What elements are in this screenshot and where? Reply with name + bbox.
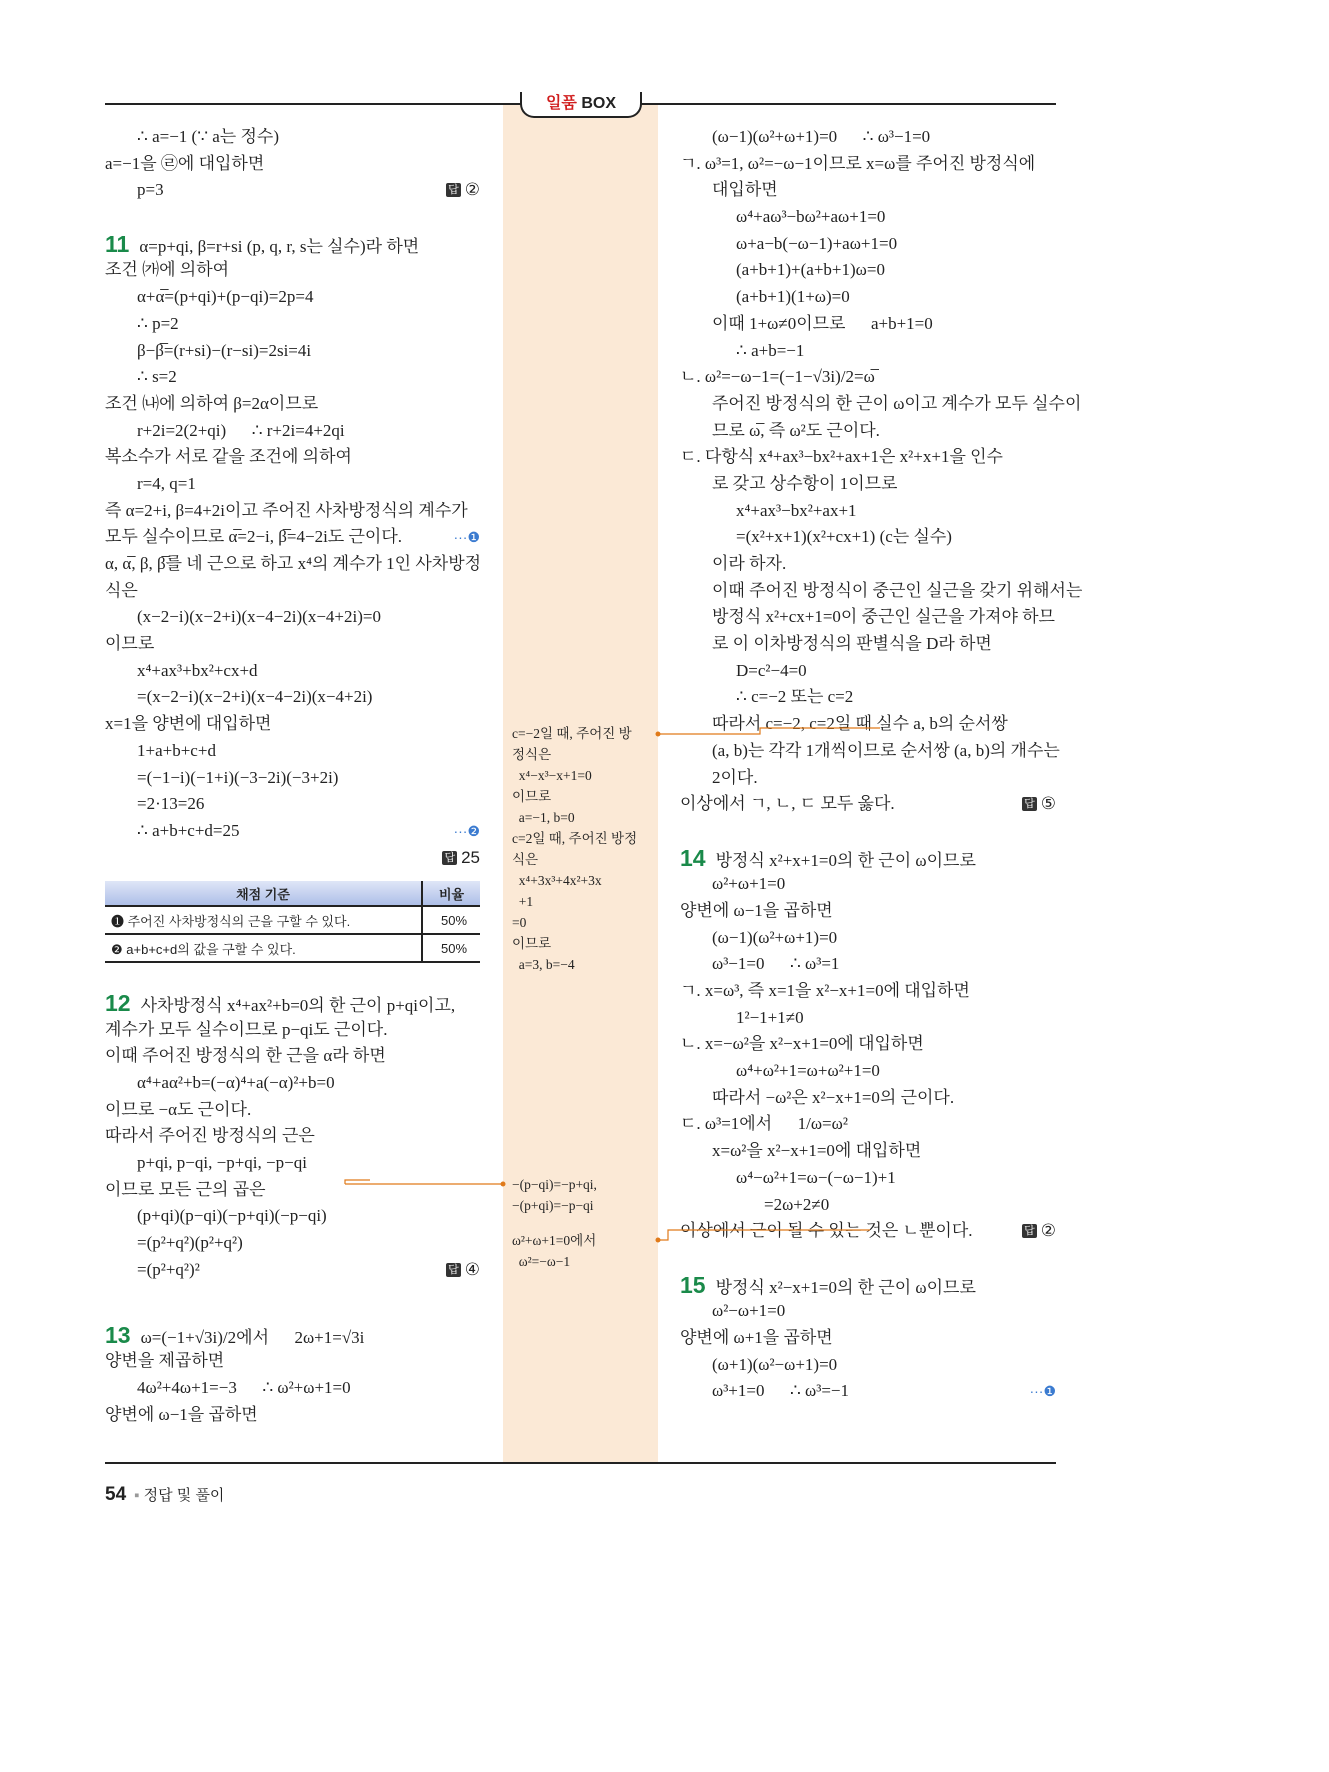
line-text: 이므로 −α도 근이다. <box>105 1099 252 1119</box>
note-line: c=2일 때, 주어진 방정 <box>512 831 638 846</box>
problem-number: 14 <box>680 844 706 871</box>
table-cell: ❷ a+b+c+d의 값을 구할 수 있다. <box>105 934 422 962</box>
note-line: x⁴−x³−x+1=0 <box>512 768 592 783</box>
line-text: 이때 주어진 방정식이 중근인 실근을 갖기 위해서는 <box>712 580 1083 600</box>
line-text: ㄱ. x=ω³, 즉 x=1을 x²−x+1=0에 대입하면 <box>680 981 970 1000</box>
line-text: (a+b+1)+(a+b+1)ω=0 <box>736 260 885 280</box>
line-text: 양변에 ω−1을 곱하면 <box>105 1404 258 1424</box>
line-text: 1²−1+1≠0 <box>736 1007 804 1027</box>
line-text: 방정식 x²+cx+1=0이 중근인 실근을 가져야 하므 <box>712 607 1055 627</box>
line-text: ∴ s=2 <box>137 367 177 387</box>
line-text: ∴ a=−1 (∵ a는 정수) <box>137 127 279 146</box>
line-text: 이므로 모든 근의 곱은 <box>105 1179 266 1199</box>
line-text: (ω+1)(ω²−ω+1)=0 <box>712 1354 838 1374</box>
note-line: a=3, b=−4 <box>512 957 575 972</box>
line-text: 로 이 이차방정식의 판별식을 D라 하면 <box>712 634 992 654</box>
line-text: (p+qi)(p−qi)(−p+qi)(−p−qi) <box>137 1206 327 1226</box>
note-line: −(p+qi)=−p−qi <box>512 1198 594 1213</box>
line-text: 식은 <box>105 580 138 600</box>
step-marker: ···❷ <box>453 822 480 839</box>
line-text: α+α̅=(p+qi)+(p−qi)=2p=4 <box>137 287 314 307</box>
line-text: 이상에서 ㄱ, ㄴ, ㄷ 모두 옳다. <box>680 794 895 814</box>
line-text: 이상에서 근이 될 수 있는 것은 ㄴ뿐이다. <box>680 1221 973 1241</box>
table-cell: ❶ 주어진 사차방정식의 근을 구할 수 있다. <box>105 906 422 934</box>
answer-value: ⑤ <box>1040 794 1056 814</box>
line-text: 조건 ㈏에 의하여 β=2α이므로 <box>105 393 319 413</box>
line-text: ω+a−b(−ω−1)+aω+1=0 <box>736 233 898 253</box>
note-line: 식은 <box>512 852 539 867</box>
note-line: =0 <box>512 915 527 930</box>
step-marker: ···❶ <box>453 529 480 546</box>
note-line: a=−1, b=0 <box>512 810 575 825</box>
line-text: 이라 하자. <box>712 554 787 573</box>
line-text: =(x−2−i)(x−2+i)(x−4−2i)(x−4+2i) <box>137 687 373 707</box>
answer-icon: 답 <box>448 184 459 197</box>
note-line: c=−2일 때, 주어진 방 <box>512 726 632 741</box>
line-text: (ω−1)(ω²+ω+1)=0 <box>712 927 838 947</box>
line-text: 사차방정식 x⁴+ax²+b=0의 한 근이 p+qi이고, <box>140 995 456 1015</box>
problem-number: 12 <box>105 989 131 1016</box>
line-text: 모두 실수이므로 α̅=2−i, β̅=4−2i도 근이다. <box>105 527 402 547</box>
line-text: (a+b+1)(1+ω)=0 <box>736 287 850 307</box>
step-marker: ···❶ <box>1029 1383 1056 1400</box>
tab-label: BOX <box>581 95 617 112</box>
line-text: ㄱ. ω³=1, ω²=−ω−1이므로 x=ω를 주어진 방정식에 <box>680 153 1036 173</box>
line-text: 2이다. <box>712 767 758 787</box>
line-text: 양변에 ω+1을 곱하면 <box>680 1327 833 1347</box>
line-text: x⁴+ax³−bx²+ax+1 <box>736 500 857 520</box>
note-line: 이므로 <box>512 789 552 804</box>
page-footer: 54 ▪ 정답 및 풀이 <box>105 1484 225 1505</box>
line-text: =(x²+x+1)(x²+cx+1) (c는 실수) <box>736 527 952 547</box>
line-text: ω⁴+aω³−bω²+aω+1=0 <box>736 207 886 227</box>
line-text: α, α̅, β, β̅를 네 근으로 하고 x⁴의 계수가 1인 사차방정 <box>105 554 482 573</box>
line-text: ω⁴−ω²+1=ω−(−ω−1)+1 <box>736 1167 896 1187</box>
line-text: ㄴ. x=−ω²을 x²−x+1=0에 대입하면 <box>680 1034 924 1054</box>
line-text: p=3 <box>137 180 164 200</box>
line-text: (a, b)는 각각 1개씩이므로 순서쌍 (a, b)의 개수는 <box>712 740 1060 760</box>
line-text: ω³−1=0 ∴ ω³=1 <box>712 954 840 974</box>
line-text: 계수가 모두 실수이므로 p−qi도 근이다. <box>105 1019 388 1039</box>
line-text: D=c²−4=0 <box>736 660 807 680</box>
tab-label-red: 일품 <box>545 95 577 112</box>
note-line: 정식은 <box>512 747 552 762</box>
line-text: 방정식 x²−x+1=0의 한 근이 ω이므로 <box>715 1277 976 1297</box>
line-text: ∴ c=−2 또는 c=2 <box>736 687 854 707</box>
answer-value: ④ <box>464 1259 480 1279</box>
page-number: 54 <box>105 1484 127 1505</box>
problem-number: 13 <box>105 1321 131 1348</box>
line-text: (x−2−i)(x−2+i)(x−4−2i)(x−4+2i)=0 <box>137 607 381 627</box>
answer-value: 25 <box>461 847 480 867</box>
note-line: ω²=−ω−1 <box>512 1254 571 1269</box>
line-text: =2·13=26 <box>137 794 205 814</box>
line-text: 따라서 c=−2, c=2일 때 실수 a, b의 순서쌍 <box>712 714 1008 734</box>
line-text: 이때 1+ω≠0이므로 a+b+1=0 <box>712 313 933 333</box>
line-text: 이때 주어진 방정식의 한 근을 α라 하면 <box>105 1046 386 1066</box>
line-text: 4ω²+4ω+1=−3 ∴ ω²+ω+1=0 <box>137 1377 351 1397</box>
line-text: r+2i=2(2+qi) ∴ r+2i=4+2qi <box>137 420 345 440</box>
line-text: =(−1−i)(−1+i)(−3−2i)(−3+2i) <box>137 767 339 787</box>
line-text: 조건 ㈎에 의하여 <box>105 260 230 280</box>
line-text: ω=(−1+√3i)/2에서 2ω+1=√3i <box>140 1327 365 1347</box>
note-line: x⁴+3x³+4x²+3x <box>512 873 602 888</box>
note-line: ω²+ω+1=0에서 <box>512 1233 597 1248</box>
table-header: 비율 <box>422 881 480 906</box>
line-text: 따라서 주어진 방정식의 근은 <box>105 1126 315 1146</box>
answer-icon: 답 <box>1024 798 1035 811</box>
line-text: 양변을 제곱하면 <box>105 1351 225 1371</box>
line-text: α⁴+aα²+b=(−α)⁴+a(−α)²+b=0 <box>137 1073 335 1092</box>
answer-icon: 답 <box>444 851 456 864</box>
line-text: ω³+1=0 ∴ ω³=−1 <box>712 1381 849 1401</box>
note-line: +1 <box>512 894 534 909</box>
line-text: ω²−ω+1=0 <box>712 1301 786 1321</box>
problem-number: 15 <box>680 1271 706 1298</box>
line-text: 복소수가 서로 같을 조건에 의하여 <box>105 447 352 467</box>
bottom-rule <box>105 1462 1056 1464</box>
line-text: 므로 ω̅, 즉 ω²도 근이다. <box>712 420 880 440</box>
line-text: =(p²+q²)² <box>137 1259 200 1279</box>
line-text: β−β̅=(r+si)−(r−si)=2si=4i <box>137 340 312 360</box>
answer-icon: 답 <box>1024 1225 1035 1238</box>
line-text: ∴ p=2 <box>137 313 179 333</box>
line-text: 1+a+b+c+d <box>137 740 216 760</box>
line-text: ∴ a+b=−1 <box>736 340 805 360</box>
footer-title: 정답 및 풀이 <box>143 1487 225 1504</box>
line-text: ω⁴+ω²+1=ω+ω²+1=0 <box>736 1061 880 1081</box>
line-text: 즉 α=2+i, β=4+2i이고 주어진 사차방정식의 계수가 <box>105 500 468 520</box>
answer-icon: 답 <box>448 1263 459 1276</box>
line-text: x⁴+ax³+bx²+cx+d <box>137 660 258 680</box>
line-text: ㄴ. ω²=−ω−1=(−1−√3i)/2=ω̅ <box>680 367 875 387</box>
line-text: p+qi, p−qi, −p+qi, −p−qi <box>137 1153 307 1173</box>
line-text: 대입하면 <box>712 180 778 200</box>
table-cell: 50% <box>422 906 480 934</box>
line-text: (ω−1)(ω²+ω+1)=0 ∴ ω³−1=0 <box>712 127 931 146</box>
table-cell: 50% <box>422 934 480 962</box>
line-text: x=ω²을 x²−x+1=0에 대입하면 <box>712 1141 922 1161</box>
note-line: −(p−qi)=−p+qi, <box>512 1177 597 1192</box>
line-text: ∴ a+b+c+d=25 <box>137 820 240 840</box>
line-text: 방정식 x²+x+1=0의 한 근이 ω이므로 <box>715 850 976 870</box>
line-text: a=−1을 ㉣에 대입하면 <box>105 153 265 173</box>
line-text: α=p+qi, β=r+si (p, q, r, s는 실수)라 하면 <box>139 236 420 256</box>
line-text: ㄷ. ω³=1에서 1/ω=ω² <box>680 1114 848 1134</box>
answer-value: ② <box>464 180 480 200</box>
line-text: ω²+ω+1=0 <box>712 874 786 894</box>
line-text: 이므로 <box>105 634 155 654</box>
line-text: 로 갖고 상수항이 1이므로 <box>712 473 898 493</box>
note-line: 이므로 <box>512 936 552 951</box>
line-text: =(p²+q²)(p²+q²) <box>137 1233 243 1253</box>
line-text: ㄷ. 다항식 x⁴+ax³−bx²+ax+1은 x²+x+1을 인수 <box>680 447 1003 467</box>
line-text: x=1을 양변에 대입하면 <box>105 714 272 734</box>
line-text: 따라서 −ω²은 x²−x+1=0의 근이다. <box>712 1087 955 1107</box>
line-text: =2ω+2≠0 <box>764 1194 830 1214</box>
problem-number: 11 <box>105 230 130 257</box>
table-header: 채점 기준 <box>105 881 422 906</box>
line-text: 양변에 ω−1을 곱하면 <box>680 900 833 920</box>
line-text: 주어진 방정식의 한 근이 ω이고 계수가 모두 실수이 <box>712 393 1082 413</box>
answer-value: ② <box>1040 1221 1056 1241</box>
line-text: r=4, q=1 <box>137 473 196 493</box>
